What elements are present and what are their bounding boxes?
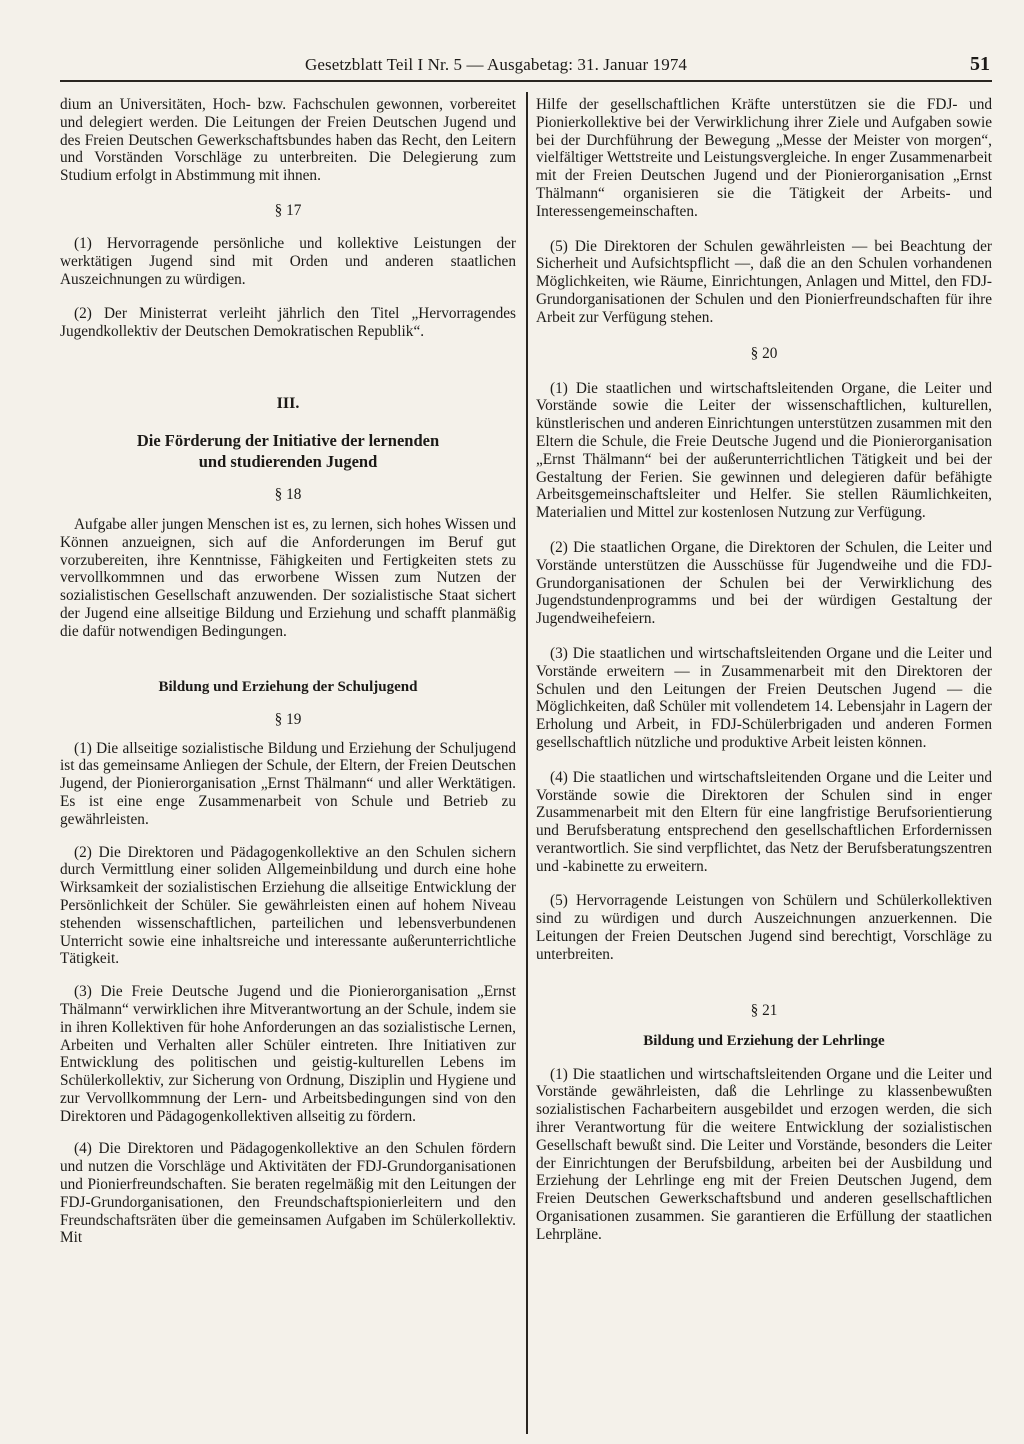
section-20-paragraph-1: (1) Die staatlichen und wirtschaftsleitenden Organe, die Leiter und Vorstände sowie die Leiter der wissenschaftlichen, kulturellen, künstlerischen und anderen Einrichtungen unterstützen zusammen mit den Eltern die Schule, die Freie Deutsche Jugend und die Pionierorganisation „Ernst Thälmann“ bei der außerunterrichtlichen Tätigkeit und bei der Gestaltung der Ferien. Sie gewinnen und delegieren dafür befähigte Arbeitsgemeinschaftsleiter und Helfer. Sie stellen Räumlichkeiten, Materialien und Mittel zur kostenlosen Nutzung zur Verfügung. bbox=[536, 379, 992, 522]
chapter-numeral: III. bbox=[276, 394, 300, 412]
section-20-paragraph-3: (3) Die staatlichen und wirtschaftsleitenden Organe und die Leiter und Vorstände erweitern — in Zusammenarbeit mit den Direktoren der Schulen und den Leitungen der Freien Deutschen Jugend — die Möglichkeiten, daß Schüler mit vollendetem 14. Lebensjahr in Lagern der Erholung und Arbeit, in FDJ-Schülerbrigaden und anderen Formen gesellschaftlich nützliche und produktive Arbeit leisten können. bbox=[536, 644, 992, 751]
section-20-paragraph-5: (5) Hervorragende Leistungen von Schülern und Schülerkollektiven sind zu würdigen und durch Auszeichnungen anzuerkennen. Die Leitungen der Freien Deutschen Jugend sind berechtigt, Vorschläge zu unterbreiten. bbox=[536, 892, 992, 963]
header-rule bbox=[60, 80, 992, 82]
page-number: 51 bbox=[970, 53, 990, 75]
intro-paragraph: dium an Universitäten, Hoch- bzw. Fachschulen gewonnen, vorbereitet und delegiert werden. Die Leitungen der Freien Deutschen Jugend und des Freien Deutschen Gewerkschaftsbundes haben das Recht, den Leitern und Vorständen Vorschläge zu unterbreiten. Die Delegierung zum Studium erfolgt in Abstimmung mit ihnen. bbox=[60, 96, 516, 185]
section-18-sign: § 18 bbox=[274, 485, 302, 503]
section-19-paragraph-4: (4) Die Direktoren und Pädagogenkollektive an den Schulen fördern und nutzen die Vorschläge und Aktivitäten der FDJ-Grundorganisationen und Pionierfreundschaften. Sie beraten regelmäßig mit den Leitungen der FDJ-Grundorganisationen, den Freundschaftspionierleitern und den Freundschaftsräten über die gemeinsamen Aufgaben im Schülerkollektiv. Mit bbox=[60, 1140, 516, 1247]
section-17-paragraph-2: (2) Der Ministerrat verleiht jährlich den Titel „Hervorragendes Jugendkollektiv der Deutschen Demokratischen Republik“. bbox=[60, 305, 516, 341]
chapter-title-line-1: Die Förderung der Initiative der lernenden bbox=[136, 430, 440, 450]
right-column bbox=[536, 96, 992, 1244]
section-20-sign: § 20 bbox=[750, 344, 778, 362]
left-column bbox=[60, 96, 516, 1247]
section-21-paragraph-1: (1) Die staatlichen und wirtschaftsleitenden Organe und die Leiter und Vorstände gewährleisten, daß die Lehrlinge zu klassenbewußten sozialistischen Facharbeitern ausgebildet und erzogen werden, die sich ihrer Verantwortung für die weitere Entwicklung der sozialistischen Gesellschaft bewußt sind. Die Leiter und Vorstände, besonders die Leiter der Einrichtungen der Berufsbildung, arbeiten bei der Ausbildung und Erziehung der Lehrlinge eng mit der Freien Deutschen Jugend, dem Freien Deutschen Gewerkschaftsbund und anderen gesellschaftlichen Organisationen zusammen. Sie garantieren die Erfüllung der staatlichen Lehrpläne. bbox=[536, 1065, 992, 1243]
section-18-paragraph-1: Aufgabe aller jungen Menschen ist es, zu lernen, sich hohes Wissen und Können anzueignen, sich auf die Anforderungen im Beruf gut vorzubereiten, ihre Kenntnisse, Fähigkeiten und Fertigkeiten stets zu vervollkommnen und das erworbene Wissen zum Nutzen der sozialistischen Gesellschaft anzuwenden. Der sozialistische Staat sichert der Jugend eine allseitige Bildung und Erziehung und schafft planmäßig die dafür notwendigen Bedingungen. bbox=[60, 515, 516, 640]
subheading-lehrlinge: Bildung und Erziehung der Lehrlinge bbox=[643, 1032, 885, 1049]
section-21-sign: § 21 bbox=[750, 1001, 778, 1019]
section-20-paragraph-4: (4) Die staatlichen und wirtschaftsleitenden Organe und die Leiter und Vorstände sowie die Direktoren der Schulen sind in enger Zusammenarbeit mit den Eltern für eine langfristige Berufsorientierung und Berufsberatung entsprechend den gesellschaftlichen Erfordernissen verantwortlich. Sie sind verpflichtet, das Netz der Berufsberatungszentren und -kabinette zu erweitern. bbox=[536, 768, 992, 875]
section-17-sign: § 17 bbox=[274, 201, 302, 219]
section-19-paragraph-2: (2) Die Direktoren und Pädagogenkollektive an den Schulen sichern durch Vermittlung einer soliden Allgemeinbildung und durch eine hohe Wirksamkeit der sozialistischen Erziehung die allseitige Entwicklung der Persönlichkeit der Schüler. Sie gewährleisten einen auf hohem Niveau stehenden wissenschaftlichen, parteilichen und lebensverbundenen Unterricht sowie eine inhaltsreiche und interessante außerunterrichtliche Tätigkeit. bbox=[60, 843, 516, 968]
subheading-schuljugend: Bildung und Erziehung der Schuljugend bbox=[158, 678, 418, 695]
chapter-title-line-2: und studierenden Jugend bbox=[198, 451, 378, 471]
section-20-paragraph-2: (2) Die staatlichen Organe, die Direktoren der Schulen, die Leiter und Vorstände unterstützen die Ausschüsse für Jugendweihe und die FDJ-Grundorganisationen der Schulen bei der Verwirklichung des Jugendstundenprogramms und bei der würdigen Gestaltung der Jugendweihefeiern. bbox=[536, 538, 992, 628]
section-19-paragraph-5: (5) Die Direktoren der Schulen gewährleisten — bei Beachtung der Sicherheit und Aufsichtspflicht —, daß die an den Schulen vorhandenen Möglichkeiten, wie Räume, Einrichtungen, Anlagen und Mittel, den FDJ-Grundorganisationen der Schulen und den Pionierfreundschaften für ihre Arbeit zur Verfügung stehen. bbox=[536, 237, 992, 326]
section-19-paragraph-1: (1) Die allseitige sozialistische Bildung und Erziehung der Schuljugend ist das gemeinsame Anliegen der Schule, der Eltern, der Freien Deutschen Jugend, der Pionierorganisation „Ernst Thälmann“ und aller Werktätigen. Es ist eine enge Zusammenarbeit von Schule und Betrieb zu gewährleisten. bbox=[60, 739, 516, 828]
header-title: Gesetzblatt Teil I Nr. 5 — Ausgabetag: 31. Januar 1974 bbox=[304, 55, 688, 74]
section-19-paragraph-3: (3) Die Freie Deutsche Jugend und die Pionierorganisation „Ernst Thälmann“ verwirklichen ihre Mitverantwortung an der Schule, indem sie in ihren Kollektiven für hohe Anforderungen an das sozialistische Lernen, Arbeiten und Verhalten aller Schüler eintreten. Ihre Initiativen zur Entwicklung des politischen und geistig-kulturellen Lebens im Schülerkollektiv, zur Sicherung von Ordnung, Disziplin und Hygiene und zur Vervollkommnung der Lern- und Arbeitsbedingungen sind von den Direktoren und Pädagogenkollektiven allseitig zu fördern. bbox=[60, 983, 516, 1125]
section-17-paragraph-1: (1) Hervorragende persönliche und kollektive Leistungen der werktätigen Jugend sind mit Orden und anderen staatlichen Auszeichnungen zu würdigen. bbox=[60, 234, 516, 288]
page-header bbox=[60, 55, 992, 81]
section-19-sign: § 19 bbox=[274, 710, 302, 728]
column-divider bbox=[526, 92, 528, 1434]
section-19-paragraph-4-continued: Hilfe der gesellschaftlichen Kräfte unterstützen sie die FDJ- und Pionierkollektive bei der Verwirklichung ihrer Ziele und Aufgaben sowie bei der Durchführung der Bewegung „Messe der Meister von morgen“, vielfältiger Wettstreite und Leistungsvergleiche. In enger Zusammenarbeit mit der Freien Deutschen Jugend und der Pionierorganisation „Ernst Thälmann“ organisieren sie die Tätigkeit der Arbeits- und Interessengemeinschaften. bbox=[536, 96, 992, 220]
